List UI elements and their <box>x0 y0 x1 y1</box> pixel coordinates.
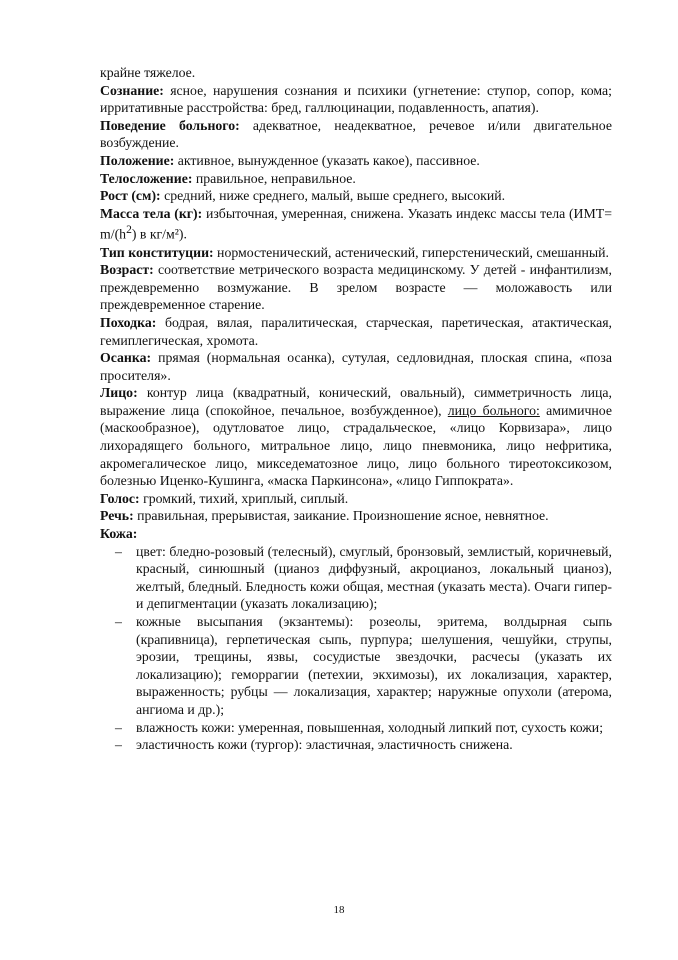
paragraph-text: соответствие метрического возраста медицинскому. У детей - инфантилизм, преждевременно возмужание. В зрелом возрасте — моложавость или преждевременное старение. <box>100 262 612 313</box>
paragraph-heading: Масса тела (кг): <box>100 205 203 221</box>
paragraph-text: нормостенический, астенический, гиперстенический, смешанный. <box>213 244 609 260</box>
paragraph-heading: Голос: <box>100 490 140 506</box>
paragraph-skin <box>100 525 612 543</box>
paragraph-text: ) в кг/м²). <box>131 226 187 242</box>
underlined-text: лицо больного: <box>447 402 540 418</box>
paragraph-heading: Рост (см): <box>100 188 161 204</box>
paragraph-text: правильное, неправильное. <box>192 170 356 186</box>
body-text <box>100 64 612 754</box>
paragraph-heading: Телосложение: <box>100 170 193 186</box>
paragraph-text: активное, вынужденное (указать какое), пассивное. <box>174 152 480 168</box>
paragraph-behavior <box>100 117 612 152</box>
paragraph-heading: Лицо: <box>100 385 138 401</box>
paragraph-heading: Осанка: <box>100 350 152 366</box>
paragraph-consciousness <box>100 82 612 117</box>
paragraph-gait <box>100 314 612 349</box>
paragraph-text: бодрая, вялая, паралитическая, старческая, паретическая, атактическая, гемиплегическая, хромота. <box>100 314 612 348</box>
list-item-skin-rash <box>115 613 612 719</box>
paragraph-text: правильная, прерывистая, заикание. Произношение ясное, невнятное. <box>133 508 549 524</box>
paragraph-weight <box>100 205 612 244</box>
list-item-text: эластичность кожи (тургор): эластичная, эластичность снижена. <box>136 737 513 753</box>
paragraph-text: средний, ниже среднего, малый, выше среднего, высокий. <box>160 188 506 204</box>
paragraph-text: адекватное, неадекватное, речевое и/или двигательное возбуждение. <box>100 117 612 151</box>
list-item-skin-color <box>115 543 612 613</box>
list-item-text: цвет: бледно-розовый (телесный), смуглый, бронзовый, землистый, коричневый, красный, синюшный (цианоз диффузный, акроцианоз, локальный цианоз), желтый, бледный. Бледность кожи общая, местная (указать места). Очаги гипер- и депигментации (указать локализацию); <box>136 543 612 612</box>
paragraph-heading: Тип конституции: <box>100 244 214 260</box>
paragraph-position <box>100 152 612 170</box>
page-number: 18 <box>333 904 345 916</box>
paragraph-text: амимичное (маскообразное), одутловатое лицо, страдальческое, «лицо Корвизара», лицо лихорадящего больного, митральное лицо, лицо пневмоника, лицо нефритика, акромегалическое лицо, микседематозное лицо, лицо больного тиреотоксикозом, болезнью Иценко-Кушинга, «маска Паркинсона», «лицо Гиппократа». <box>100 402 612 489</box>
paragraph-heading: Сознание: <box>100 82 164 98</box>
paragraph-text: избыточная, умеренная, снижена. Указать индекс массы тела (ИМТ= m/(h <box>100 205 612 242</box>
paragraph-posture <box>100 349 612 384</box>
paragraph-build <box>100 170 612 188</box>
paragraph-text: контур лица (квадратный, конический, овальный), симметричность лица, выражение лица (спокойное, печальное, возбужденное), <box>100 385 612 418</box>
paragraph-voice <box>100 490 612 508</box>
list-item-text: кожные высыпания (экзантемы): розеолы, эритема, волдырная сыпь (крапивница), герпетическая сыпь, пурпура; шелушения, чешуйки, струпы, эрозии, трещины, язвы, сосудистые звездочки, расчесы (указать их локализацию); геморрагии (петехии, экхимозы), их локализация, характер, выраженность; рубцы — локализация, характер; наружные опухоли (атерома, ангиома и др.); <box>136 614 612 717</box>
dash-marker: – <box>115 719 122 735</box>
paragraph-age <box>100 261 612 314</box>
paragraph-constitution <box>100 244 612 262</box>
paragraph-heading: Возраст: <box>100 262 154 278</box>
paragraph-heading: Походка: <box>100 314 157 330</box>
dash-marker: – <box>115 737 122 753</box>
paragraph-text: крайне тяжелое. <box>100 65 196 80</box>
paragraph-heading: Положение: <box>100 152 175 168</box>
paragraph-text: громкий, тихий, хриплый, сиплый. <box>139 490 349 506</box>
dash-marker: – <box>115 614 122 629</box>
paragraph-heading: Поведение больного: <box>100 117 240 133</box>
dash-marker: – <box>115 543 122 559</box>
paragraph-text: прямая (нормальная осанка), сутулая, седловидная, плоская спина, «поза просителя». <box>100 350 612 383</box>
list-item-text: влажность кожи: умеренная, повышенная, холодный липкий пот, сухость кожи; <box>136 719 604 735</box>
paragraph-speech <box>100 507 612 525</box>
list-item-skin-elasticity <box>115 736 612 754</box>
paragraph-heading: Речь: <box>100 508 134 524</box>
list-item-skin-moisture <box>115 719 612 737</box>
skin-list <box>100 543 612 754</box>
paragraph-face <box>100 384 612 490</box>
paragraph-severity-end <box>100 64 612 82</box>
paragraph-text: ясное, нарушения сознания и психики (угнетение: ступор, сопор, кома; ирритативные расстройства: бред, галлюцинации, подавленность, апатия). <box>100 82 612 116</box>
superscript: 2 <box>126 224 132 237</box>
paragraph-heading: Кожа: <box>100 526 138 542</box>
paragraph-height <box>100 187 612 205</box>
